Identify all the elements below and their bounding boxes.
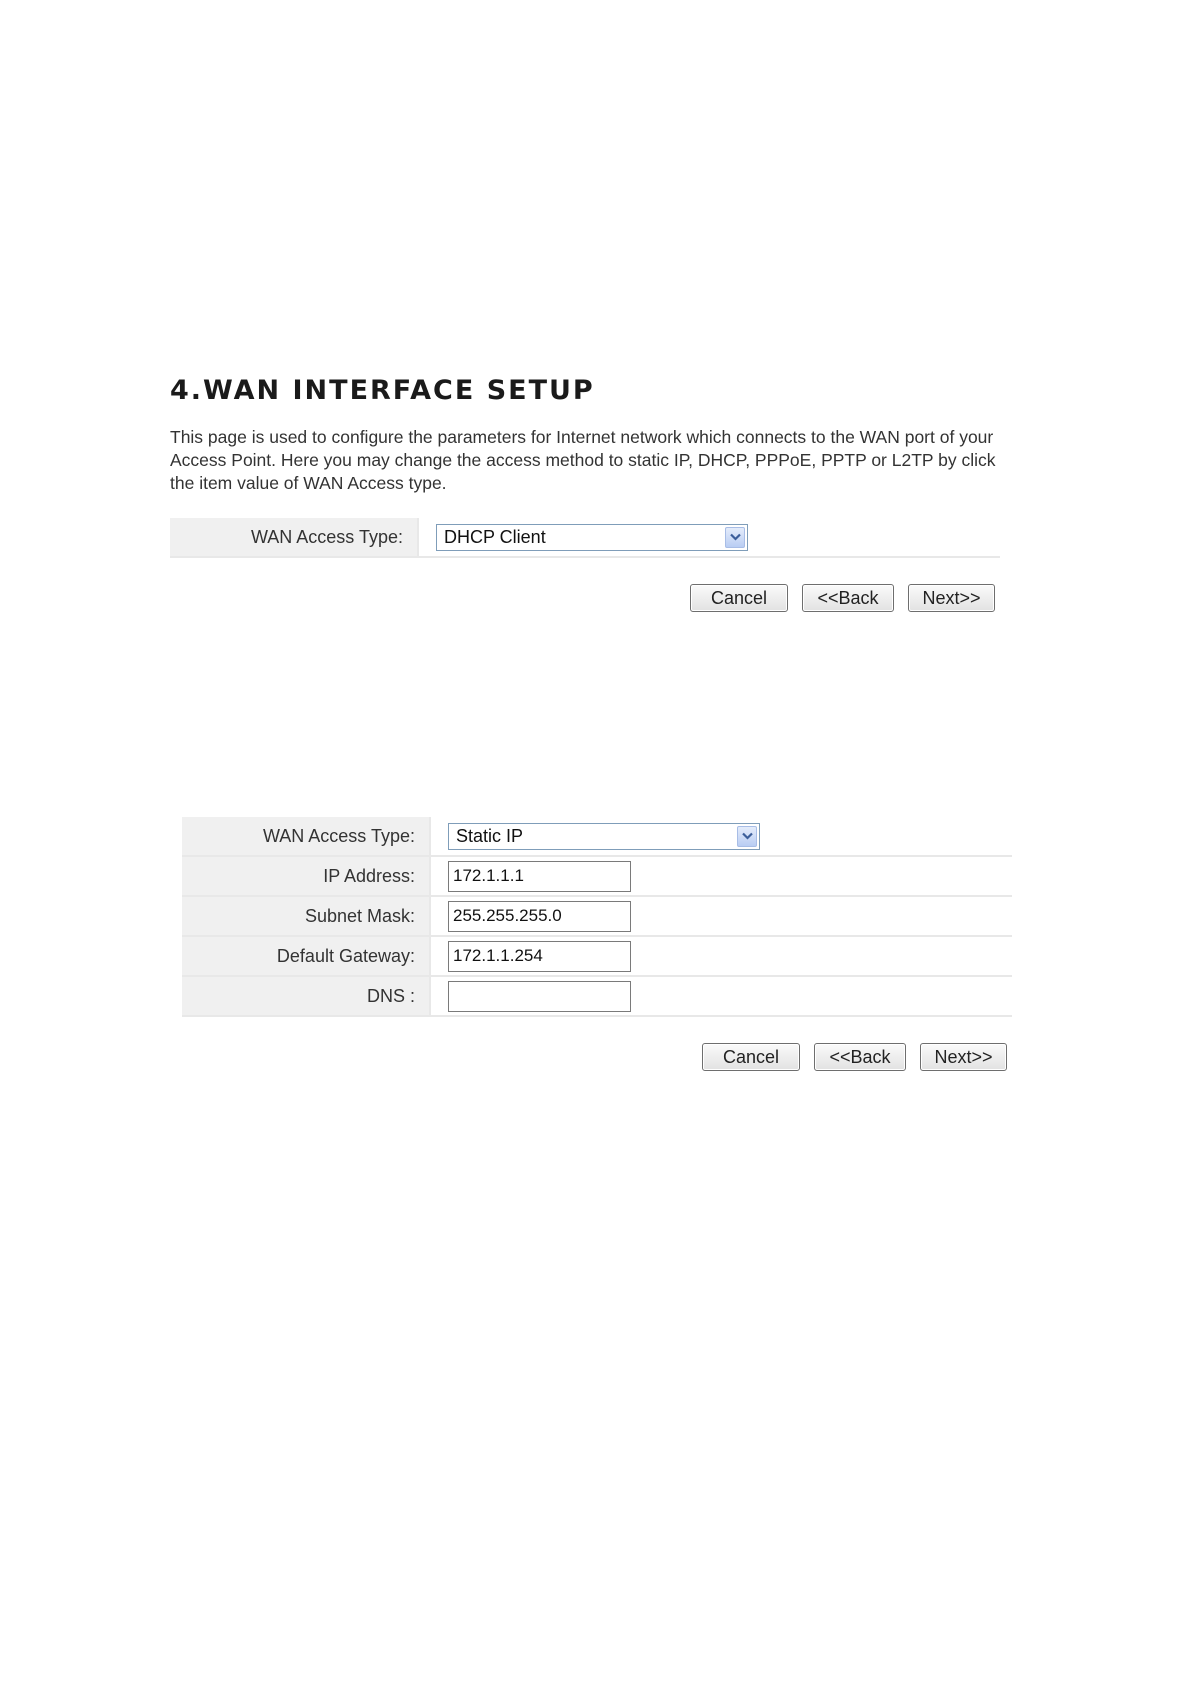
default-gateway-label: Default Gateway:: [182, 936, 430, 976]
chevron-down-icon[interactable]: [725, 527, 745, 548]
wan-access-type-row: [182, 817, 1012, 856]
static-ip-button-row: [702, 1043, 1007, 1071]
default-gateway-row: [182, 936, 1012, 976]
default-gateway-input[interactable]: [448, 941, 631, 972]
wan-access-type-selected: Static IP: [456, 825, 524, 846]
ip-address-label: IP Address:: [182, 856, 430, 896]
static-ip-form-table: [182, 817, 1012, 1017]
back-button[interactable]: <<Back: [814, 1043, 906, 1071]
subnet-mask-row: [182, 896, 1012, 936]
wan-access-type-cell: [418, 518, 1000, 557]
wan-access-type-cell: [430, 817, 1012, 856]
dns-input[interactable]: [448, 981, 631, 1012]
page-title: 4.WAN INTERFACE SETUP: [170, 375, 595, 406]
ip-address-cell: [430, 856, 1012, 896]
subnet-mask-input[interactable]: [448, 901, 631, 932]
next-button[interactable]: Next>>: [920, 1043, 1007, 1071]
ip-address-row: [182, 856, 1012, 896]
dhcp-button-row: [690, 584, 995, 612]
subnet-mask-label: Subnet Mask:: [182, 896, 430, 936]
dns-cell: [430, 976, 1012, 1016]
cancel-button[interactable]: Cancel: [690, 584, 788, 612]
dns-row: [182, 976, 1012, 1016]
chevron-down-icon[interactable]: [737, 826, 757, 847]
wan-access-type-row: [170, 518, 1000, 557]
wan-access-type-label: WAN Access Type:: [182, 817, 430, 856]
ip-address-input[interactable]: [448, 861, 631, 892]
page-description: This page is used to configure the parameters for Internet network which connects to the WAN port of your Access Point. Here you may change the access method to static IP, DHCP, PPPoE, PPTP or L2TP by click the item value of WAN Access type.: [170, 427, 996, 493]
default-gateway-cell: [430, 936, 1012, 976]
subnet-mask-cell: [430, 896, 1012, 936]
wan-access-type-select[interactable]: [436, 524, 748, 551]
wan-access-type-selected: DHCP Client: [444, 526, 546, 547]
wan-access-type-select[interactable]: [448, 823, 760, 850]
next-button[interactable]: Next>>: [908, 584, 995, 612]
wan-access-type-label: WAN Access Type:: [170, 518, 418, 557]
back-button[interactable]: <<Back: [802, 584, 894, 612]
cancel-button[interactable]: Cancel: [702, 1043, 800, 1071]
dns-label: DNS :: [182, 976, 430, 1016]
dhcp-form-table: [170, 518, 1000, 558]
